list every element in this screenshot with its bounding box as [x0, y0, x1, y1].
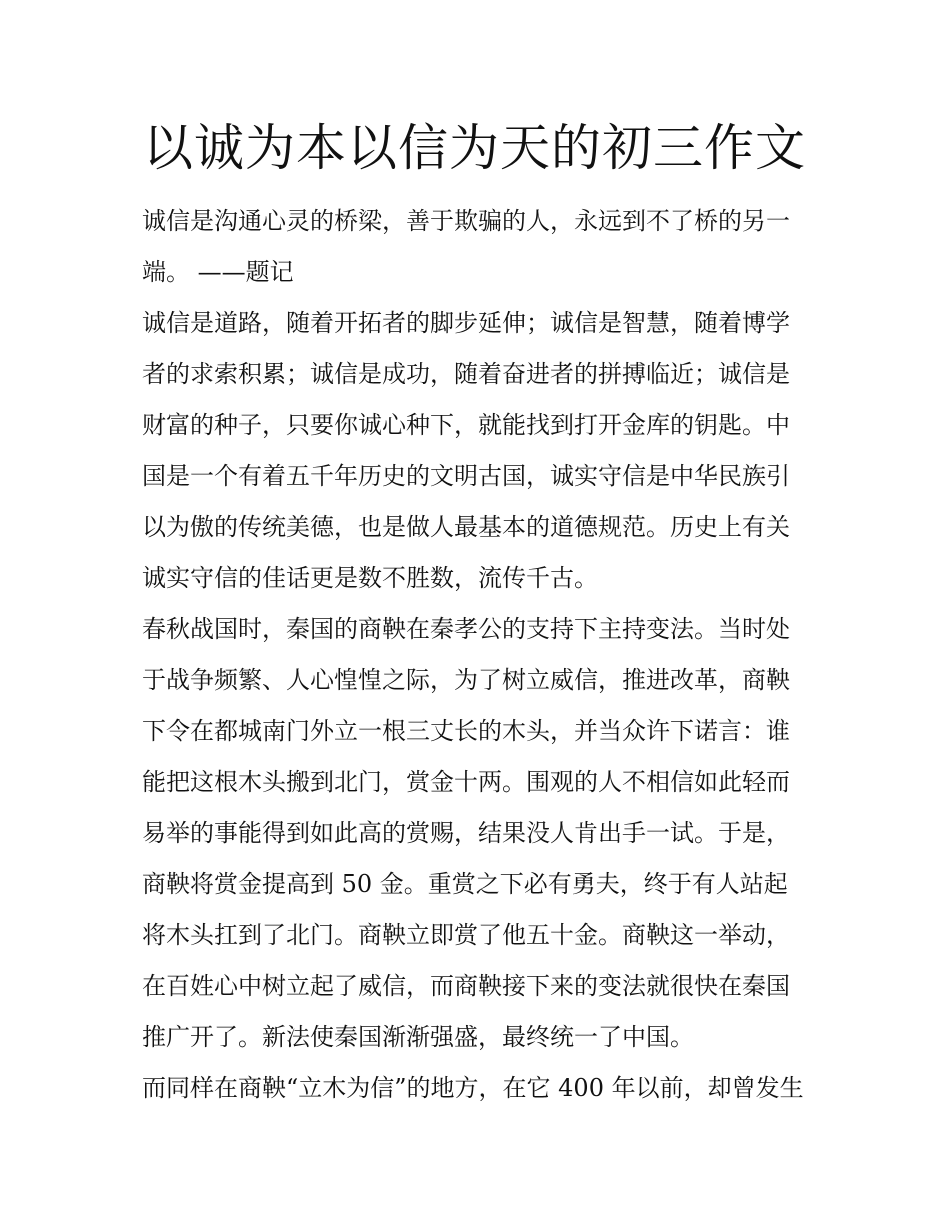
text-line: 商鞅将赏金提高到 50 金。重赏之下必有勇夫，终于有人站起	[142, 870, 788, 898]
text-line: 诚信是道路，随着开拓者的脚步延伸；诚信是智慧，随着博学	[142, 309, 790, 337]
text-line: 于战争频繁、人心惶惶之际，为了树立威信，推进改革，商鞅	[142, 666, 790, 694]
text-line: 下令在都城南门外立一根三丈长的木头，并当众许下诺言：谁	[142, 717, 790, 745]
text-line: 财富的种子，只要你诚心种下，就能找到打开金库的钥匙。中	[142, 411, 790, 439]
document-title: 以诚为本以信为天的初三作文	[143, 119, 806, 177]
text-line: 易举的事能得到如此高的赏赐，结果没人肯出手一试。于是，	[142, 819, 790, 847]
text-line: 能把这根木头搬到北门，赏金十两。围观的人不相信如此轻而	[142, 768, 790, 796]
text-line: 春秋战国时，秦国的商鞅在秦孝公的支持下主持变法。当时处	[142, 615, 790, 643]
text-line: 国是一个有着五千年历史的文明古国，诚实守信是中华民族引	[142, 462, 790, 490]
text-line: 以为傲的传统美德，也是做人最基本的道德规范。历史上有关	[142, 513, 790, 541]
text-line: 推广开了。新法使秦国渐渐强盛，最终统一了中国。	[142, 1023, 694, 1051]
text-line: 者的求索积累；诚信是成功，随着奋进者的拼搏临近；诚信是	[142, 360, 790, 388]
text-line: 诚实守信的佳话更是数不胜数，流传千古。	[142, 564, 598, 592]
text-line: 将木头扛到了北门。商鞅立即赏了他五十金。商鞅这一举动，	[142, 921, 790, 949]
text-line: 诚信是沟通心灵的桥梁，善于欺骗的人，永远到不了桥的另一	[142, 207, 790, 235]
document-body	[142, 196, 818, 1114]
text-line: 端。 ——题记	[142, 258, 294, 286]
text-line: 而同样在商鞅“立木为信”的地方，在它 400 年以前，却曾发生	[142, 1074, 804, 1102]
text-line: 在百姓心中树立起了威信，而商鞅接下来的变法就很快在秦国	[142, 972, 790, 1000]
